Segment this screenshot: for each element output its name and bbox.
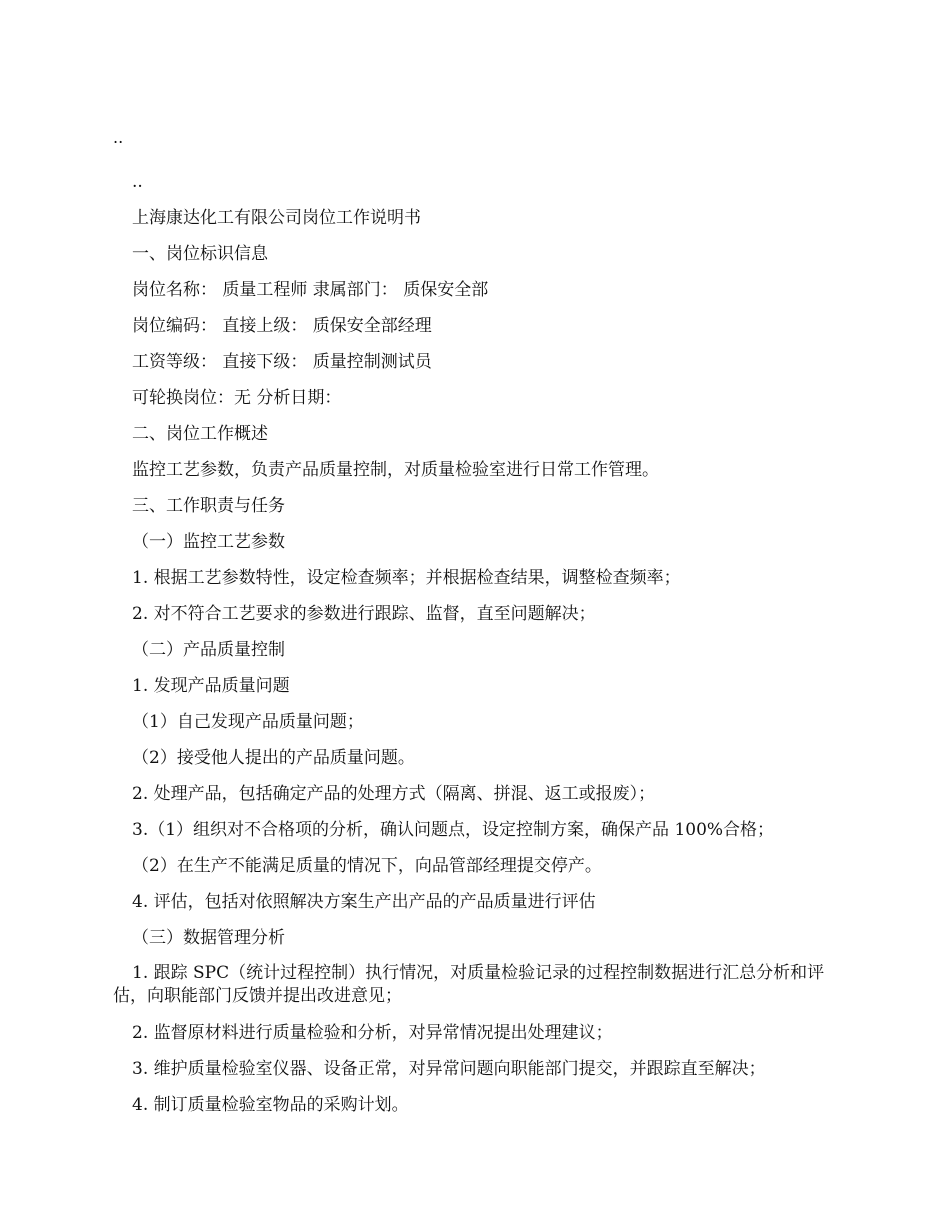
document-title: 上海康达化工有限公司岗位工作说明书 (132, 208, 421, 228)
subsection-heading-process-params: （一）监控工艺参数 (132, 532, 285, 552)
info-line-position-name: 岗位名称： 质量工程师 隶属部门： 质保安全部 (132, 280, 489, 300)
list-item: 1. 发现产品质量问题 (132, 676, 290, 696)
subsection-heading-data-analysis: （三）数据管理分析 (132, 928, 285, 948)
list-item: 2. 对不符合工艺要求的参数进行跟踪、监督，直至问题解决； (132, 604, 596, 624)
list-item: 1. 根据工艺参数特性，设定检查频率；并根据检查结果，调整检查频率； (132, 568, 681, 588)
section-heading-duties: 三、工作职责与任务 (132, 496, 285, 516)
list-item: （2）在生产不能满足质量的情况下，向品管部经理提交停产。 (132, 856, 602, 876)
section-heading-overview: 二、岗位工作概述 (132, 424, 268, 444)
list-item: （1）自己发现产品质量问题； (132, 712, 364, 732)
info-line-position-code: 岗位编码： 直接上级： 质保安全部经理 (132, 316, 432, 336)
subsection-heading-quality-control: （二）产品质量控制 (132, 640, 285, 660)
list-item: 2. 处理产品，包括确定产品的处理方式（隔离、拼混、返工或报废）； (132, 784, 656, 804)
list-item: 3. 维护质量检验室仪器、设备正常，对异常问题向职能部门提交，并跟踪直至解决； (132, 1059, 766, 1079)
overview-text: 监控工艺参数，负责产品质量控制，对质量检验室进行日常工作管理。 (132, 460, 659, 480)
second-dots-mark: .. (132, 172, 143, 192)
section-heading-identification: 一、岗位标识信息 (132, 244, 268, 264)
info-line-salary-grade: 工资等级： 直接下级： 质量控制测试员 (132, 352, 432, 372)
list-item: 4. 制订质量检验室物品的采购计划。 (132, 1095, 409, 1115)
list-item: （2）接受他人提出的产品质量问题。 (132, 748, 415, 768)
list-item: 4. 评估，包括对依照解决方案生产出产品的产品质量进行评估 (132, 892, 596, 912)
info-line-rotation: 可轮换岗位：无 分析日期： (132, 388, 342, 408)
list-item: 2. 监督原材料进行质量检验和分析，对异常情况提出处理建议； (132, 1023, 613, 1043)
list-item: 3.（1）组织对不合格项的分析，确认问题点，设定控制方案，确保产品 100%合格； (132, 820, 775, 840)
document-body (113, 164, 843, 1123)
list-item-paragraph: 1. 跟踪 SPC（统计过程控制）执行情况，对质量检验记录的过程控制数据进行汇总分析和评估，向职能部门反馈并提出改进意见； (113, 963, 825, 1006)
top-dots-mark: .. (113, 128, 124, 147)
